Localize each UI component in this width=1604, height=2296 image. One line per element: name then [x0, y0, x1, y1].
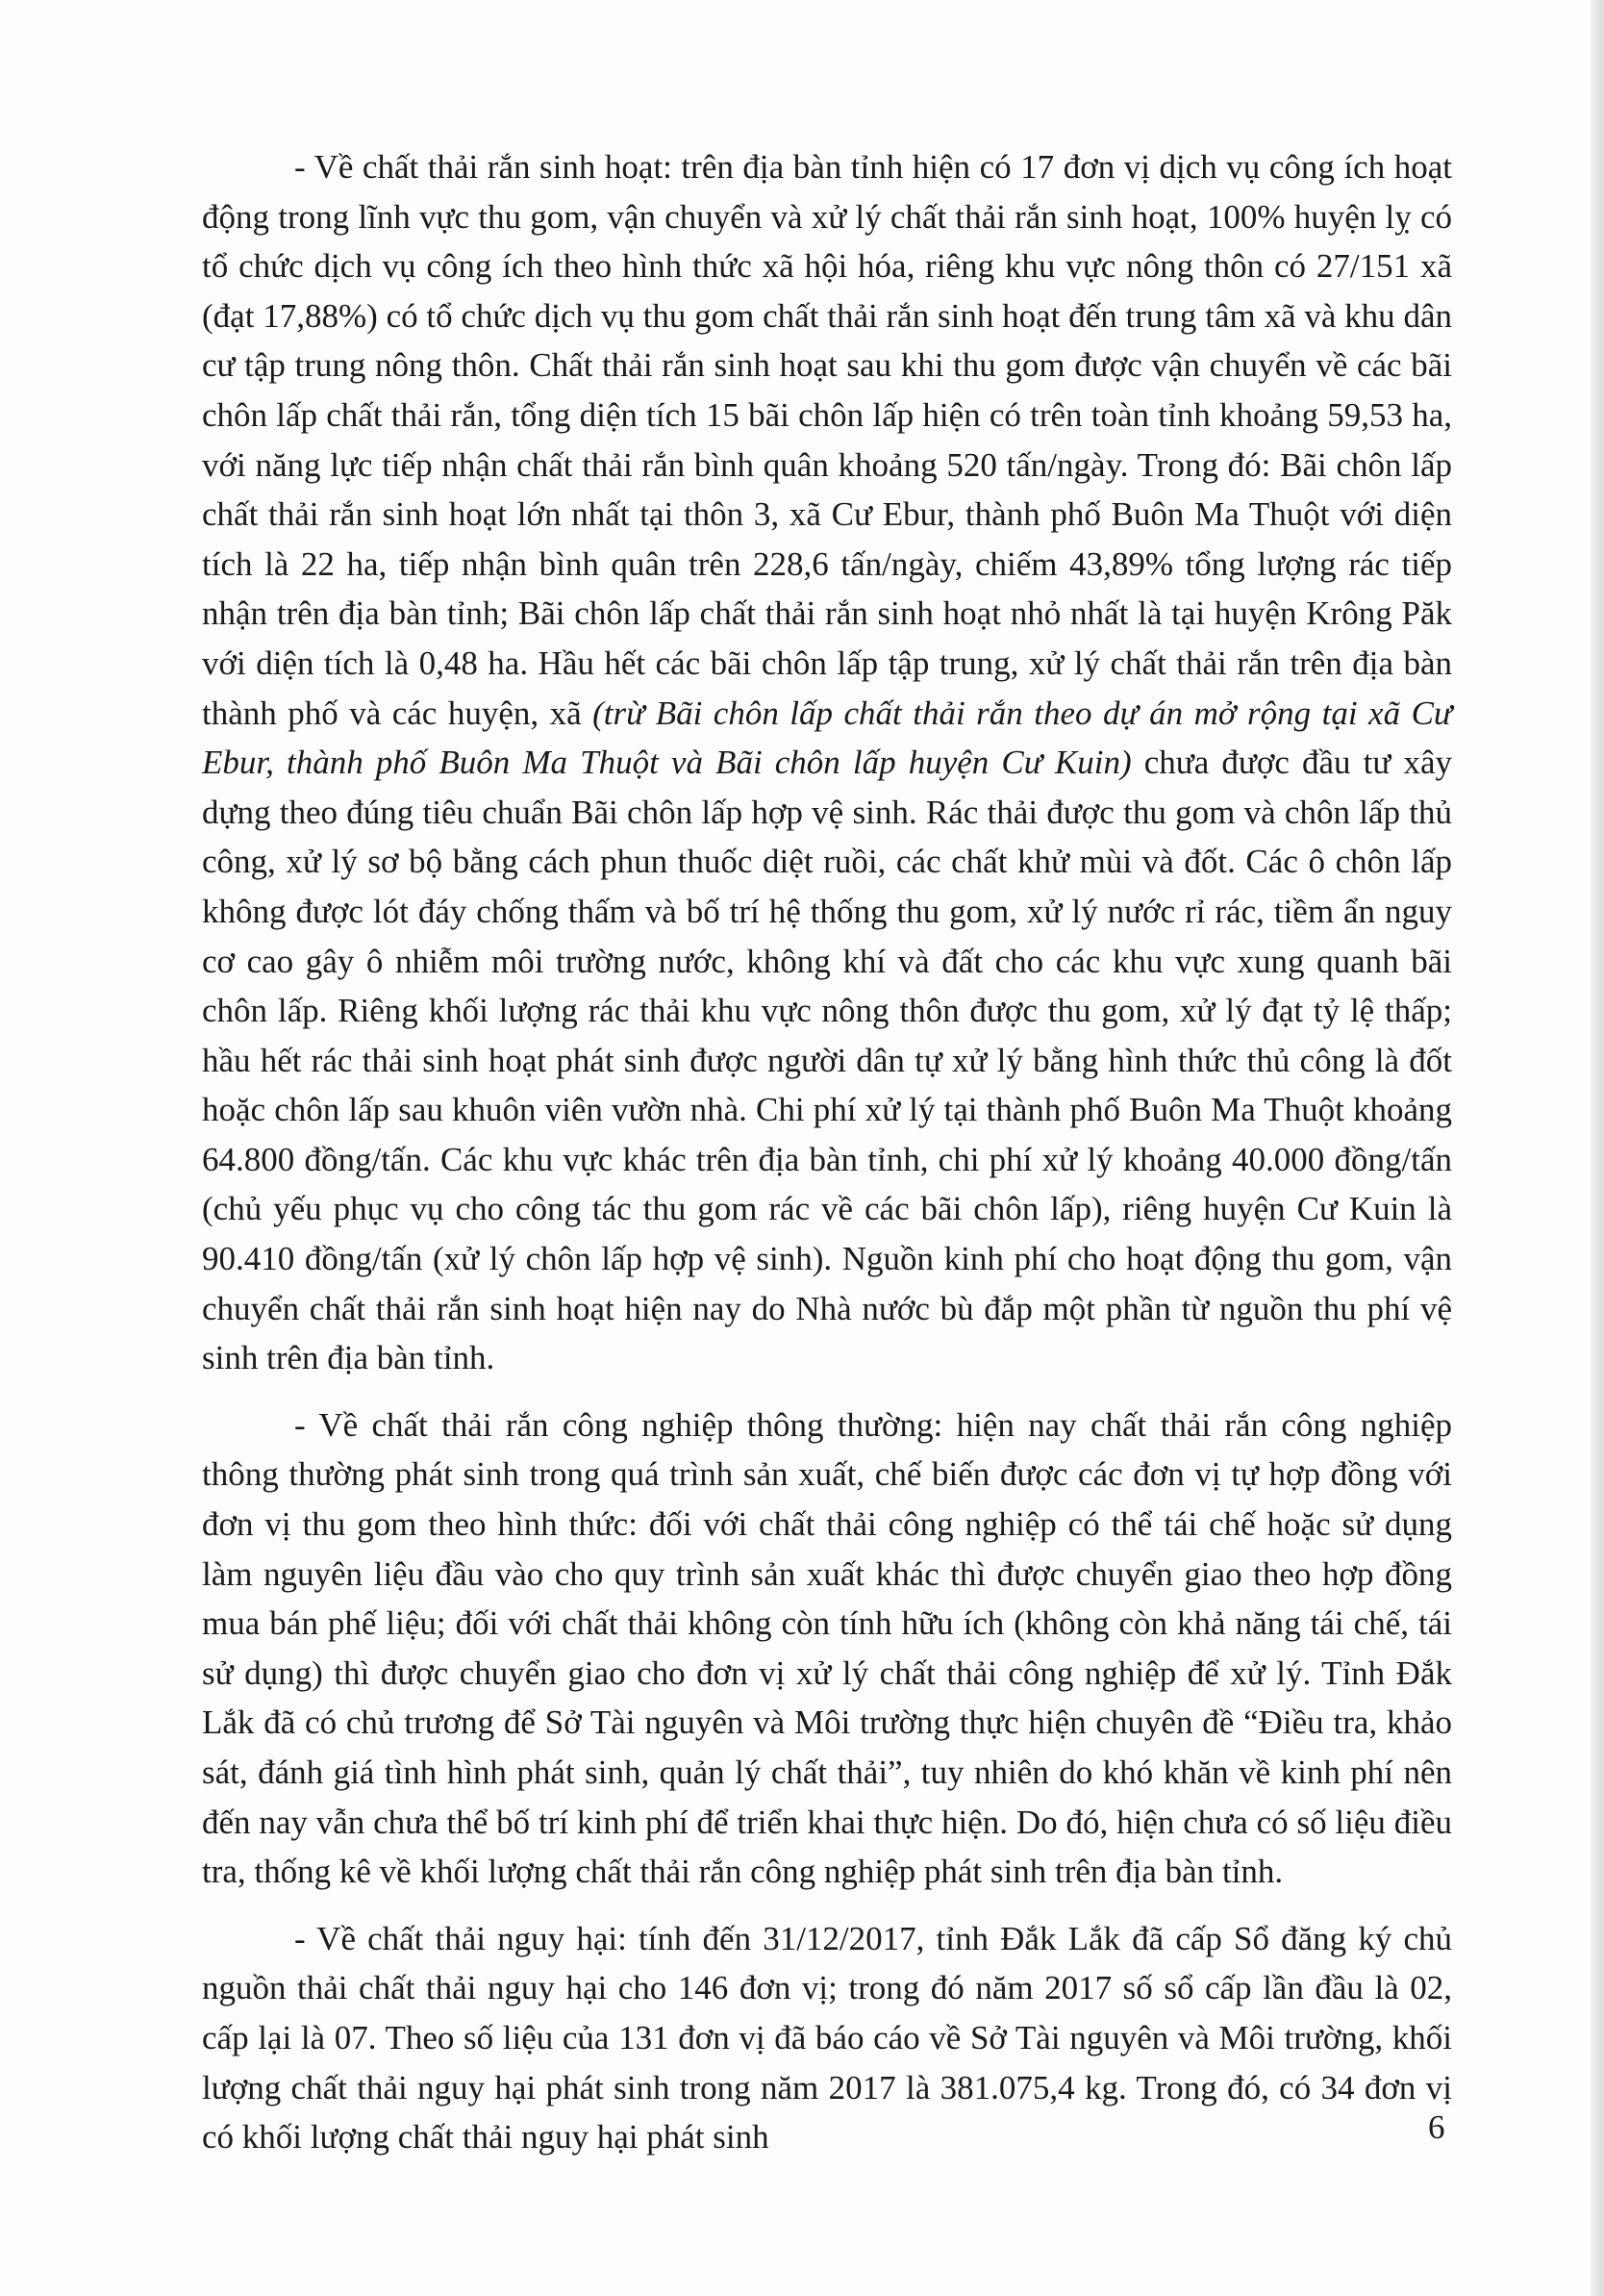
paragraph-text: - Về chất thải rắn công nghiệp thông thường: hiện nay chất thải rắn công nghiệp thông thường phát sinh trong quá trình sản xuất, chế biến được các đơn vị tự hợp đồng với đơn vị thu gom theo hình thức: đối với chất thải công nghiệp có thể tái chế hoặc sử dụng làm nguyên liệu đầu vào cho quy trình sản xuất khác thì được chuyển giao theo hợp đồng mua bán phế liệu; đối với chất thải không còn tính hữu ích (không còn khả năng tái chế, tái sử dụng) thì được chuyển giao cho đơn vị xử lý chất thải công nghiệp để xử lý. Tỉnh Đắk Lắk đã có chủ trương để Sở Tài nguyên và Môi trường thực hiện chuyên đề “Điều tra, khảo sát, đánh giá tình hình phát sinh, quản lý chất thải”, tuy nhiên do khó khăn về kinh phí nên đến nay vẫn chưa thể bố trí kinh phí để triển khai thực hiện. Do đó, hiện chưa có số liệu điều tra, thống kê về khối lượng chất thải rắn công nghiệp phát sinh trên địa bàn tỉnh. [202, 1405, 1452, 1891]
paragraph-domestic-solid-waste [202, 142, 1452, 1383]
page-edge-shadow [1591, 0, 1604, 2296]
paragraph-text: - Về chất thải nguy hại: tính đến 31/12/2017, tỉnh Đắk Lắk đã cấp Sổ đăng ký chủ nguồn thải chất thải nguy hại cho 146 đơn vị; trong đó năm 2017 số sổ cấp lần đầu là 02, cấp lại là 07. Theo số liệu của 131 đơn vị đã báo cáo về Sở Tài nguyên và Môi trường, khối lượng chất thải nguy hại phát sinh trong năm 2017 là 381.075,4 kg. Trong đó, có 34 đơn vị có khối lượng chất thải nguy hại phát sinh [202, 1919, 1452, 2157]
paragraph-text-continued: chưa được đầu tư xây dựng theo đúng tiêu chuẩn Bãi chôn lấp hợp vệ sinh. Rác thải được thu gom và chôn lấp thủ công, xử lý sơ bộ bằng cách phun thuốc diệt ruồi, các chất khử mùi và đốt. Các ô chôn lấp không được lót đáy chống thấm và bố trí hệ thống thu gom, xử lý nước rỉ rác, tiềm ẩn nguy cơ cao gây ô nhiễm môi trường nước, không khí và đất cho các khu vực xung quanh bãi chôn lấp. Riêng khối lượng rác thải khu vực nông thôn được thu gom, xử lý đạt tỷ lệ thấp; hầu hết rác thải sinh hoạt phát sinh được người dân tự xử lý bằng hình thức thủ công là đốt hoặc chôn lấp sau khuôn viên vườn nhà. Chi phí xử lý tại thành phố Buôn Ma Thuột khoảng 64.800 đồng/tấn. Các khu vực khác trên địa bàn tỉnh, chi phí xử lý khoảng 40.000 đồng/tấn (chủ yếu phục vụ cho công tác thu gom rác về các bãi chôn lấp), riêng huyện Cư Kuin là 90.410 đồng/tấn (xử lý chôn lấp hợp vệ sinh). Nguồn kinh phí cho hoạt động thu gom, vận chuyển chất thải rắn sinh hoạt hiện nay do Nhà nước bù đắp một phần từ nguồn thu phí vệ sinh trên địa bàn tỉnh. [202, 744, 1452, 1377]
paragraph-hazardous-waste [202, 1914, 1452, 2162]
paragraph-text: - Về chất thải rắn sinh hoạt: trên địa bàn tỉnh hiện có 17 đơn vị dịch vụ công ích hoạt động trong lĩnh vực thu gom, vận chuyển và xử lý chất thải rắn sinh hoạt, 100% huyện lỵ có tổ chức dịch vụ công ích theo hình thức xã hội hóa, riêng khu vực nông thôn có 27/151 xã (đạt 17,88%) có tổ chức dịch vụ thu gom chất thải rắn sinh hoạt đến trung tâm xã và khu dân cư tập trung nông thôn. Chất thải rắn sinh hoạt sau khi thu gom được vận chuyển về các bãi chôn lấp chất thải rắn, tổng diện tích 15 bãi chôn lấp hiện có trên toàn tỉnh khoảng 59,53 ha, với năng lực tiếp nhận chất thải rắn bình quân khoảng 520 tấn/ngày. Trong đó: Bãi chôn lấp chất thải rắn sinh hoạt lớn nhất tại thôn 3, xã Cư Ebur, thành phố Buôn Ma Thuột với diện tích là 22 ha, tiếp nhận bình quân trên 228,6 tấn/ngày, chiếm 43,89% tổng lượng rác tiếp nhận trên địa bàn tỉnh; Bãi chôn lấp chất thải rắn sinh hoạt nhỏ nhất là tại huyện Krông Păk với diện tích là 0,48 ha. Hầu hết các bãi chôn lấp tập trung, xử lý chất thải rắn trên địa bàn thành phố và các huyện, xã [202, 148, 1452, 732]
paragraph-italic-text: (trừ Bãi chôn lấp chất thải rắn theo dự án mở rộng tại xã Cư Ebur, thành phố Buôn Ma Thuột và Bãi chôn lấp huyện Cư Kuin) [202, 694, 1453, 782]
paragraph-industrial-solid-waste [202, 1400, 1452, 1897]
page-number: 6 [1428, 2108, 1445, 2146]
document-body [202, 142, 1452, 2180]
